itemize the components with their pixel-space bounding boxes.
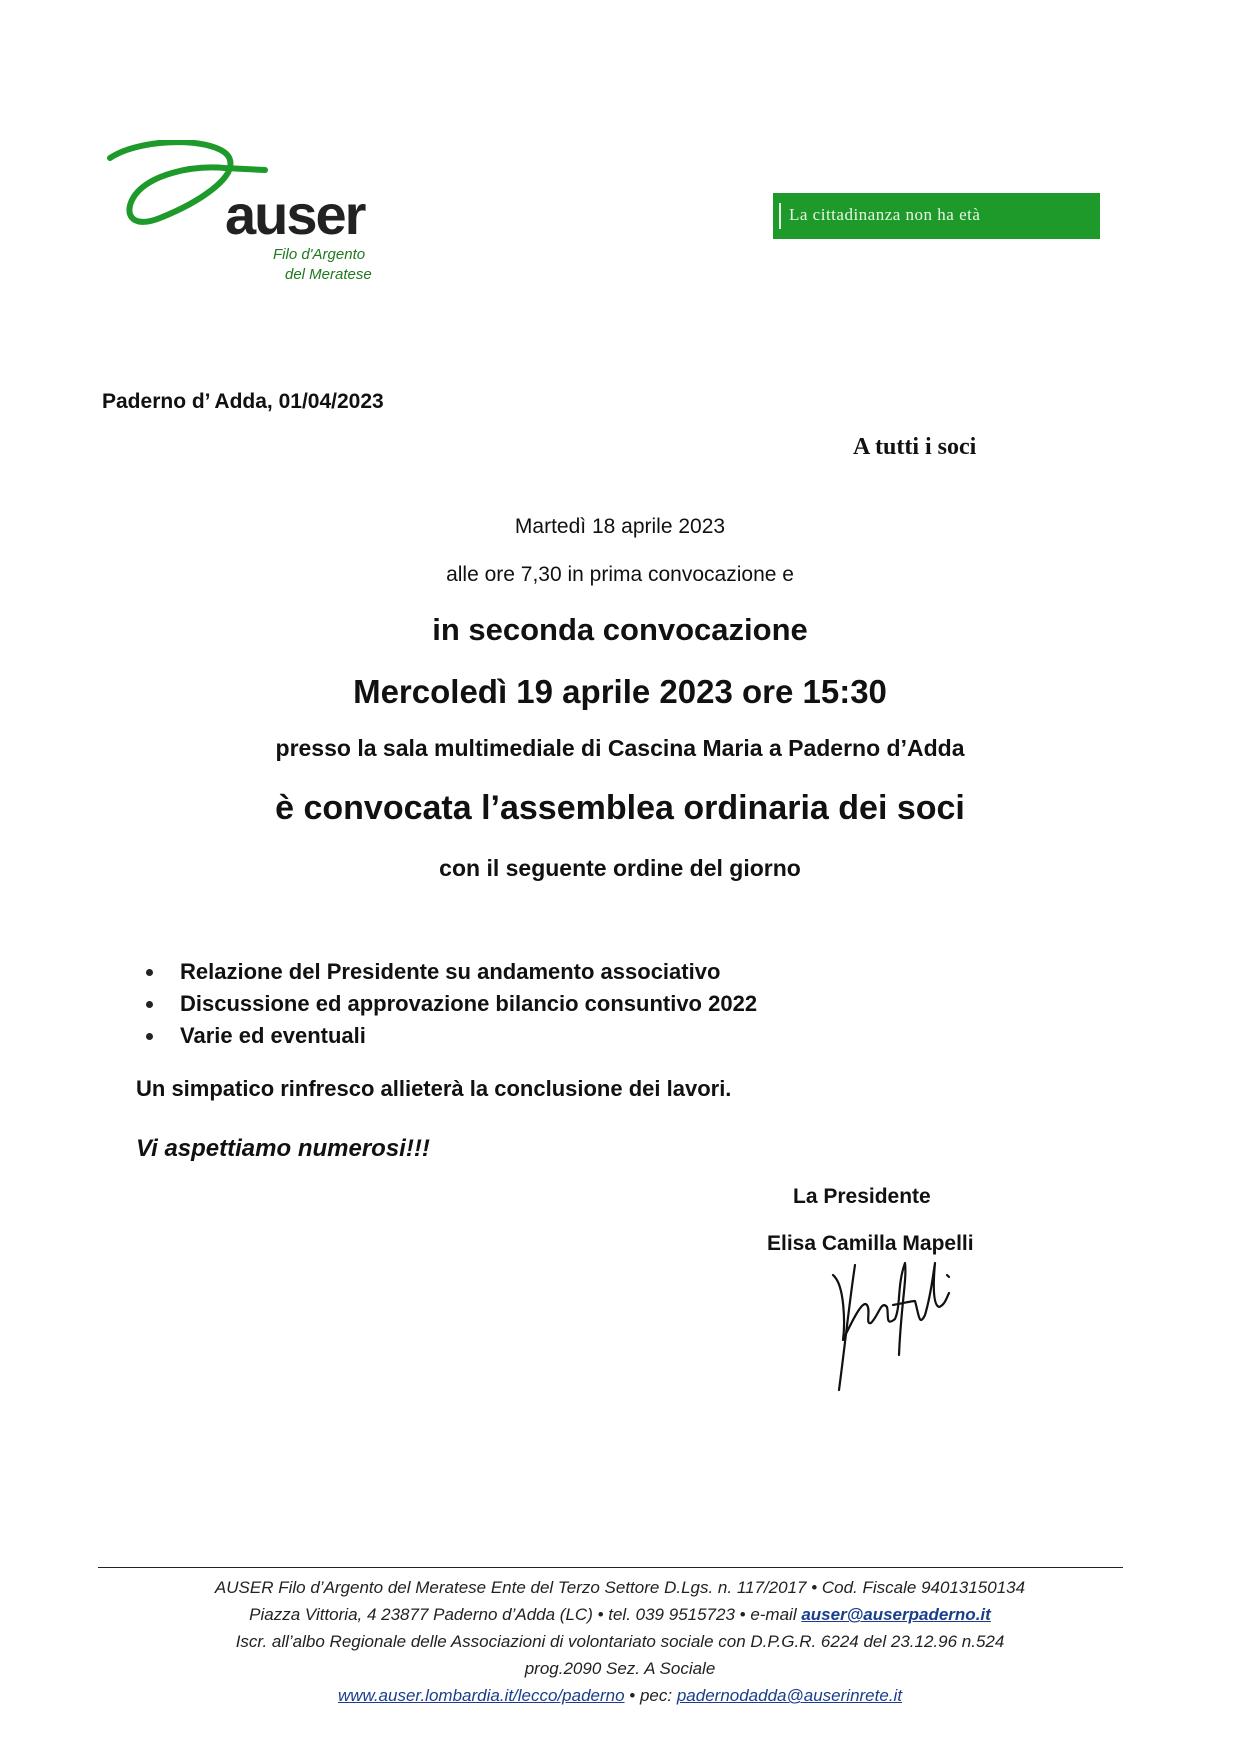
- refreshment-note: Un simpatico rinfresco allieterà la conclusione dei lavori.: [136, 1076, 732, 1101]
- agenda-item: [140, 956, 757, 988]
- recipients: A tutti i soci: [853, 434, 977, 460]
- agenda-item-text: Relazione del Presidente su andamento associativo: [180, 959, 721, 984]
- logo-subtitle-1: Filo d'Argento: [273, 246, 366, 263]
- motto-text: La cittadinanza non ha età: [789, 205, 981, 224]
- agenda-item: [140, 988, 757, 1020]
- agenda-item-text: Varie ed eventuali: [180, 1023, 366, 1048]
- first-date-line: Martedì 18 aprile 2023: [514, 515, 726, 538]
- assembly-title: è convocata l’assemblea ordinaria dei soci: [275, 789, 965, 827]
- logo-wordmark: auser: [225, 183, 365, 246]
- second-convocation-heading: in seconda convocazione: [432, 612, 808, 647]
- footer-registration-line: Iscr. all’albo Regionale delle Associazioni di volontariato sociale con D.P.G.R. 6224 del 23.12.96 n.524: [235, 1632, 1005, 1651]
- handwritten-signature: [815, 1245, 985, 1395]
- pec-link[interactable]: padernodadda@auserinrete.it: [676, 1686, 903, 1705]
- place-date: Paderno d’ Adda, 01/04/2023: [102, 390, 384, 413]
- footer-registration-line-2: prog.2090 Sez. A Sociale: [524, 1659, 716, 1678]
- logo-subtitle-2: del Meratese: [285, 266, 372, 283]
- meeting-location: presso la sala multimediale di Cascina Maria a Paderno d’Adda: [275, 735, 965, 761]
- footer-org-line: AUSER Filo d’Argento del Meratese Ente del Terzo Settore D.Lgs. n. 117/2017 • Cod. Fiscale 94013150134: [214, 1578, 1026, 1597]
- bullet-icon: [146, 969, 153, 976]
- meeting-datetime: Mercoledì 19 aprile 2023 ore 15:30: [353, 673, 887, 710]
- agenda-list: [140, 956, 757, 1052]
- pec-label: • pec:: [624, 1686, 677, 1705]
- first-convocation-line: alle ore 7,30 in prima convocazione e: [446, 563, 794, 586]
- footer-address: Piazza Vittoria, 4 23877 Paderno d’Adda (LC) • tel. 039 9515723 • e-mail: [249, 1605, 802, 1624]
- bullet-icon: [146, 1033, 153, 1040]
- email-link[interactable]: auser@auserpaderno.it: [801, 1605, 991, 1624]
- closing-line: Vi aspettiamo numerosi!!!: [136, 1135, 430, 1162]
- agenda-item-text: Discussione ed approvazione bilancio consuntivo 2022: [180, 991, 758, 1016]
- motto-banner: [773, 193, 1100, 239]
- footer-web-line: [0, 1686, 1240, 1706]
- auser-logo: [105, 140, 405, 290]
- agenda-intro: con il seguente ordine del giorno: [439, 855, 801, 881]
- footer-contact-line: [0, 1605, 1240, 1625]
- bullet-icon: [146, 1001, 153, 1008]
- website-link[interactable]: www.auser.lombardia.it/lecco/paderno: [337, 1686, 625, 1705]
- banner-accent-bar: [779, 203, 781, 229]
- footer-divider: [98, 1567, 1123, 1568]
- agenda-item: [140, 1020, 757, 1052]
- signer-role: La Presidente: [793, 1185, 931, 1208]
- signer-name: Elisa Camilla Mapelli: [767, 1232, 974, 1255]
